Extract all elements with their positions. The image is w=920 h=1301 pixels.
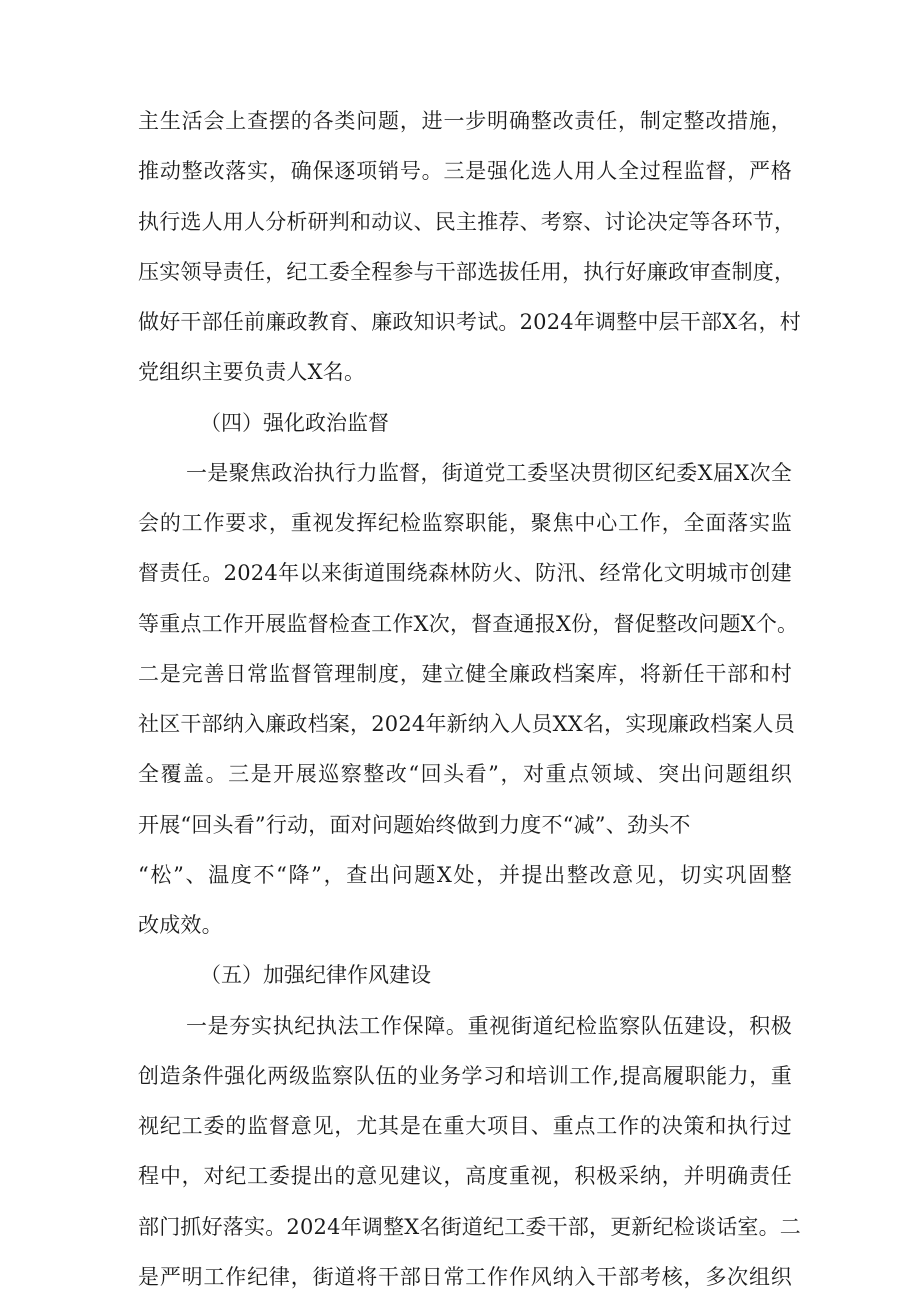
- paragraph-line: 等重点工作开展监督检查工作X次，督查通报X份，督促整改问题X个。: [138, 611, 799, 636]
- paragraph-line: 一是夯实执纪执法工作保障。重视街道纪检监察队伍建设，积极: [186, 1013, 792, 1038]
- section-heading-5: （五）加强纪律作风建设: [200, 963, 431, 988]
- paragraph-line: 党组织主要负责人X名。: [138, 360, 366, 385]
- section-heading-4: （四）强化政治监督: [200, 410, 389, 435]
- paragraph-line: 开展“回头看”行动，面对问题始终做到力度不“减”、劲头不: [138, 812, 691, 837]
- paragraph-line: 二是完善日常监督管理制度，建立健全廉政档案库，将新任干部和村: [138, 661, 792, 686]
- paragraph-line: 会的工作要求，重视发挥纪检监察职能，聚焦中心工作，全面落实监: [138, 511, 792, 536]
- paragraph-line: 视纪工委的监督意见，尤其是在重大项目、重点工作的决策和执行过: [138, 1114, 792, 1139]
- paragraph-line: 做好干部任前廉政教育、廉政知识考试。2024年调整中层干部X名，村: [138, 310, 801, 335]
- paragraph-line: 督责任。2024年以来街道围绕森林防火、防汛、经常化文明城市创建: [138, 561, 792, 586]
- paragraph-line: 推动整改落实，确保逐项销号。三是强化选人用人全过程监督，严格: [138, 159, 792, 184]
- paragraph-line: 部门抓好落实。2024年调整X名街道纪工委干部，更新纪检谈话室。二: [138, 1214, 801, 1239]
- paragraph-line: 压实领导责任，纪工委全程参与干部选拔任用，执行好廉政审查制度，: [138, 259, 796, 284]
- paragraph-line: 全覆盖。三是开展巡察整改“回头看”，对重点领域、突出问题组织: [138, 762, 792, 787]
- paragraph-line: 改成效。: [138, 913, 223, 938]
- paragraph-line: 执行选人用人分析研判和动议、民主推荐、考察、讨论决定等各环节，: [138, 209, 796, 234]
- paragraph-line: 程中，对纪工委提出的意见建议，高度重视，积极采纳，并明确责任: [138, 1164, 792, 1189]
- paragraph-line: 主生活会上查摆的各类问题，进一步明确整改责任，制定整改措施，: [138, 109, 792, 133]
- paragraph-line: 社区干部纳入廉政档案，2024年新纳入人员XX名，实现廉政档案人员: [138, 712, 795, 737]
- paragraph-line: 一是聚焦政治执行力监督，街道党工委坚决贯彻区纪委X届X次全: [186, 460, 792, 485]
- paragraph-line: “松”、温度不“降”，查出问题X处，并提出整改意见，切实巩固整: [138, 862, 792, 887]
- paragraph-line: 创造条件强化两级监察队伍的业务学习和培训工作,提高履职能力，重: [138, 1063, 792, 1088]
- paragraph-line: 是严明工作纪律，街道将干部日常工作作风纳入干部考核，多次组织: [138, 1265, 792, 1289]
